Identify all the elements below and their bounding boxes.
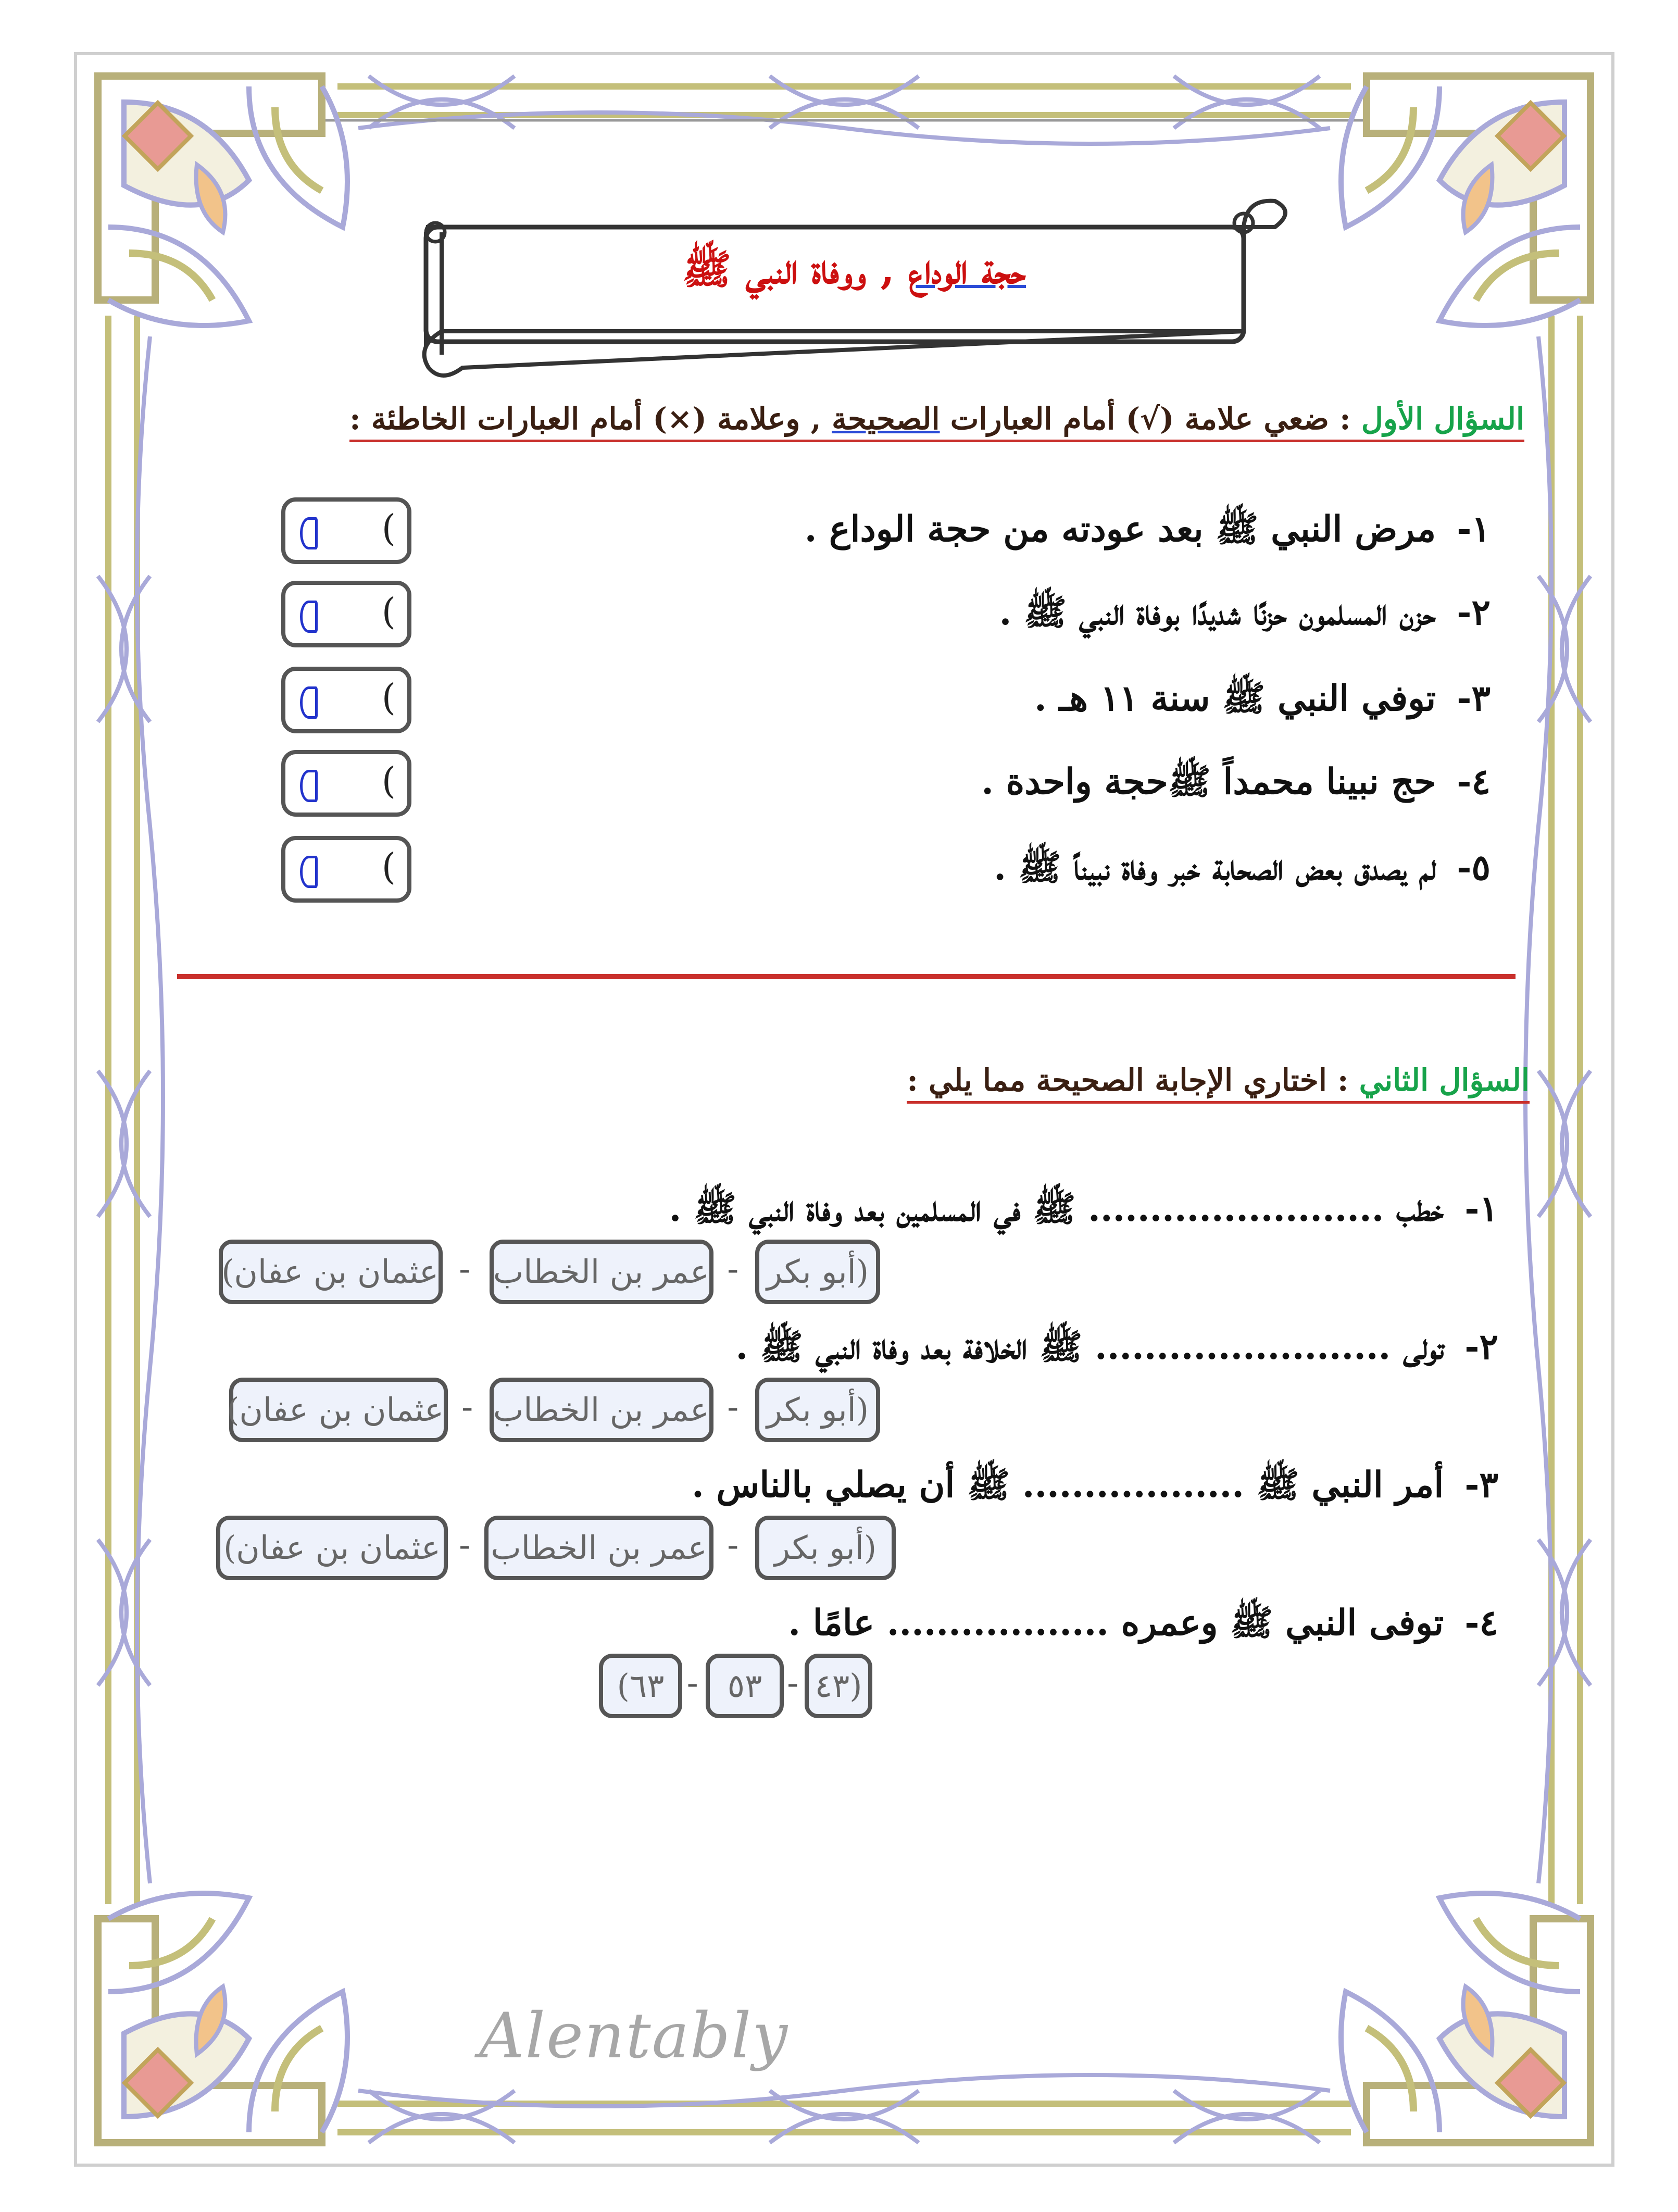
title-part1: حجة الوداع — [908, 246, 1026, 293]
q2-statement — [692, 1464, 1498, 1515]
answer-paren: ( — [381, 590, 396, 633]
answer-bracket-mark — [300, 517, 318, 549]
q2-item-number: ٣- — [1464, 1464, 1498, 1506]
q2-item-number: ١- — [1464, 1188, 1498, 1230]
answer-box[interactable] — [281, 750, 411, 817]
answer-option[interactable]: عثمان بن عفان) — [219, 1240, 443, 1304]
q2-statement — [735, 1326, 1498, 1377]
answer-bracket-mark — [300, 770, 318, 802]
q2-item-text: أمر النبي ﷺ .................. ﷺ أن يصلي بالناس . — [692, 1464, 1444, 1506]
question-two-heading — [907, 1063, 1530, 1104]
q1-item-text: حج نبينا محمداً ﷺحجة واحدة . — [981, 761, 1436, 803]
watermark: Alentably — [479, 2000, 789, 2072]
question-one-heading — [349, 401, 1524, 442]
option-separator: - — [459, 1526, 471, 1564]
answer-option[interactable]: (أبو بكر — [755, 1378, 880, 1442]
answer-box[interactable] — [281, 497, 411, 564]
decorative-border — [77, 55, 1611, 2164]
q1-statement — [994, 846, 1491, 897]
answer-option[interactable]: (أبو بكر — [755, 1516, 896, 1580]
q1-text-b: , وعلامة (×) أمام العبارات الخاطئة : — [349, 401, 832, 436]
q2-statement — [788, 1602, 1498, 1653]
section-divider — [177, 974, 1516, 979]
page-title — [573, 245, 1135, 304]
option-separator: - — [727, 1250, 739, 1288]
answer-option[interactable]: عمر بن الخطاب — [490, 1240, 713, 1304]
q1-item-text: حزن المسلمون حزنًا شديدًا بوفاة النبي ﷺ . — [999, 592, 1436, 633]
answer-paren: ( — [381, 759, 396, 802]
option-separator: - — [727, 1388, 739, 1426]
q1-text-correct: الصحيحة — [832, 401, 940, 436]
answer-option[interactable]: ٦٣) — [599, 1654, 682, 1718]
q2-label: السؤال الثاني — [1359, 1063, 1530, 1098]
q2-item-text: تولى ........................ ﷺ الخلافة بعد وفاة النبي ﷺ . — [735, 1326, 1444, 1368]
title-part2: , ووفاة النبي ﷺ — [682, 246, 909, 293]
q1-item-number: ٣- — [1457, 678, 1491, 719]
answer-option[interactable]: (٤٣ — [805, 1654, 872, 1718]
answer-paren: ( — [381, 845, 396, 888]
q1-statement — [999, 591, 1491, 642]
q2-item-text: خطب ........................ ﷺ في المسلمين بعد وفاة النبي ﷺ . — [669, 1188, 1444, 1230]
answer-box[interactable] — [281, 581, 411, 647]
answer-box[interactable] — [281, 836, 411, 903]
answer-paren: ( — [381, 676, 396, 719]
q1-statement — [1034, 677, 1491, 728]
q1-label: السؤال الأول — [1361, 401, 1524, 436]
option-separator: - — [459, 1250, 471, 1288]
q2-statement — [669, 1188, 1498, 1239]
q1-item-text: لم يصدق بعض الصحابة خبر وفاة نبيناً ﷺ . — [994, 847, 1436, 889]
answer-bracket-mark — [300, 601, 318, 633]
q1-item-number: ٤- — [1457, 761, 1491, 803]
option-separator: - — [686, 1664, 698, 1702]
answer-bracket-mark — [300, 686, 318, 719]
answer-option[interactable]: ٥٣ — [706, 1654, 784, 1718]
answer-option[interactable]: عثمان بن عفان) — [216, 1516, 448, 1580]
answer-option[interactable]: (أبو بكر — [755, 1240, 880, 1304]
option-separator: - — [461, 1388, 473, 1426]
q1-item-number: ٥- — [1457, 847, 1491, 889]
q1-item-text: توفي النبي ﷺ سنة ١١ هـ . — [1034, 678, 1436, 719]
q2-item-text: توفى النبي ﷺ وعمره .................. عامًا . — [788, 1602, 1444, 1644]
q2-text: : اختاري الإجابة الصحيحة مما يلي : — [907, 1063, 1359, 1098]
answer-option[interactable]: عمر بن الخطاب — [490, 1378, 713, 1442]
option-separator: - — [727, 1526, 739, 1564]
q1-statement — [805, 508, 1491, 559]
answer-box[interactable] — [281, 667, 411, 733]
q2-item-number: ٢- — [1464, 1326, 1498, 1368]
q1-item-text: مرض النبي ﷺ بعد عودته من حجة الوداع . — [804, 508, 1436, 550]
answer-bracket-mark — [300, 856, 318, 888]
answer-option[interactable]: عثمان بن عفان) — [229, 1378, 448, 1442]
q2-item-number: ٤- — [1464, 1602, 1498, 1644]
q1-item-number: ٢- — [1457, 592, 1491, 633]
answer-paren: ( — [381, 507, 396, 549]
q1-item-number: ١- — [1457, 508, 1491, 550]
q1-text-a: : ضعي علامة (√) أمام العبارات — [940, 401, 1361, 436]
answer-option[interactable]: عمر بن الخطاب — [484, 1516, 713, 1580]
q1-statement — [981, 760, 1491, 811]
page-frame — [74, 52, 1614, 2167]
option-separator: - — [787, 1664, 799, 1702]
